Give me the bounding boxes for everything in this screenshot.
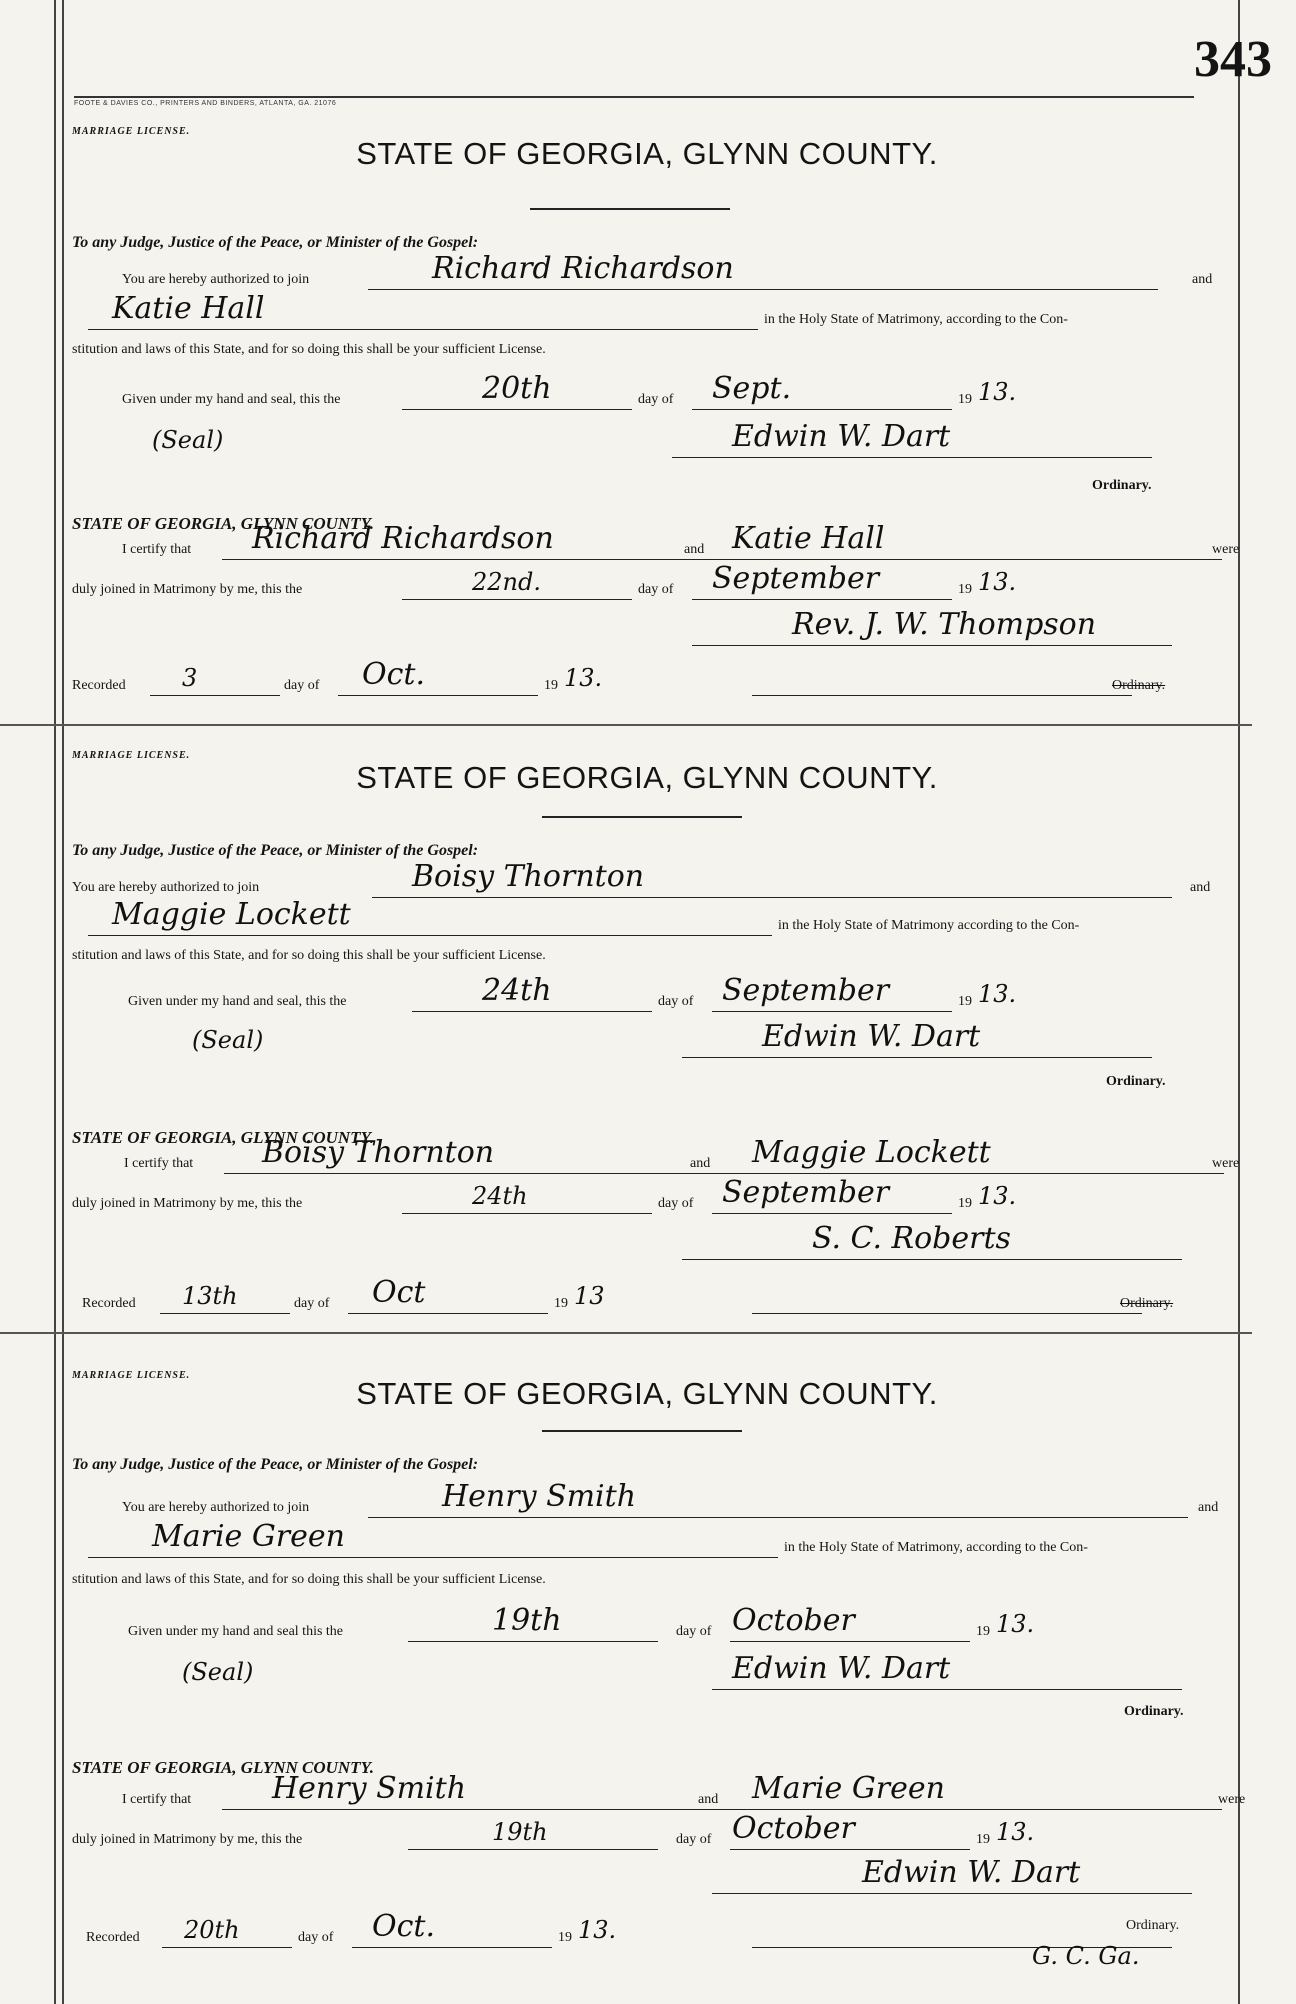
left-margin-rule-inner [62, 0, 64, 2004]
printer-imprint: FOOTE & DAVIES CO., PRINTERS AND BINDERS, ATLANTA, GA. 21076 [74, 96, 1194, 107]
title-rule [542, 1430, 742, 1432]
officiant-title: G. C. Ga. [1032, 1942, 1140, 1970]
recorded-month: Oct [372, 1275, 426, 1310]
married-month: October [732, 1811, 855, 1846]
marriage-record-3 [72, 1360, 1246, 1980]
officiant-line [72, 1221, 1222, 1260]
married-year: 13. [978, 568, 1017, 596]
married-month: September [722, 1175, 890, 1210]
license-month: October [732, 1603, 855, 1638]
license-year: 13. [978, 980, 1017, 1008]
license-title: STATE OF GEORGIA, GLYNN COUNTY. [356, 760, 938, 795]
officiant-signature: S. C. Roberts [812, 1221, 1011, 1256]
certify-line: I certify that Boisy Thornton and Maggie Lockett were [72, 1140, 1222, 1174]
officiant-line [72, 607, 1222, 646]
marriage-record-1 [72, 126, 1240, 726]
license-year: 13. [996, 1610, 1035, 1638]
license-title: STATE OF GEORGIA, GLYNN COUNTY. [356, 1376, 938, 1411]
married-year: 13. [996, 1818, 1035, 1846]
married-date-line: duly joined in Matrimony by me, this the 24th day of September 19 13. [72, 1180, 1222, 1214]
right-margin-rule [1238, 0, 1240, 2004]
bride-line: Maggie Lockett in the Holy State of Matrimony according to the Con- [72, 902, 1222, 936]
ordinary-signature: Edwin W. Dart [732, 419, 951, 454]
addressee: To any Judge, Justice of the Peace, or Minister of the Gospel: [72, 842, 479, 859]
license-label: MARRIAGE LICENSE. [72, 126, 191, 137]
license-label: MARRIAGE LICENSE. [72, 1370, 191, 1381]
recorded-line: Recorded 13th day of Oct 19 13 Ordinary. [72, 1280, 1222, 1314]
married-month: September [712, 561, 880, 596]
married-day: 24th [472, 1182, 528, 1210]
seal-signature-line [72, 1019, 1222, 1058]
license-title: STATE OF GEORGIA, GLYNN COUNTY. [356, 136, 938, 171]
license-month: Sept. [712, 371, 792, 406]
title-rule [542, 816, 742, 818]
officiant-signature: Edwin W. Dart [862, 1855, 1081, 1890]
seal-mark: (Seal) [182, 1658, 254, 1686]
groom-name: Richard Richardson [432, 251, 734, 286]
recorded-day: 20th [184, 1916, 240, 1944]
struck-ordinary: Ordinary. [1112, 678, 1166, 693]
cert-bride: Marie Green [752, 1771, 945, 1806]
married-day: 19th [492, 1818, 548, 1846]
seal-mark: (Seal) [192, 1026, 264, 1054]
certificate-heading: STATE OF GEORGIA, GLYNN COUNTY. [72, 1758, 374, 1777]
ordinary-label: Ordinary. [1124, 1704, 1184, 1719]
addressee: To any Judge, Justice of the Peace, or Minister of the Gospel: [72, 1456, 479, 1473]
bride-line: Katie Hall in the Holy State of Matrimony, according to the Con- [72, 296, 1222, 330]
recorded-month: Oct. [362, 657, 425, 692]
recorded-month: Oct. [372, 1909, 435, 1944]
cert-bride: Maggie Lockett [752, 1135, 991, 1170]
seal-mark: (Seal) [152, 426, 224, 454]
certificate-heading: STATE OF GEORGIA, GLYNN COUNTY. [72, 1128, 374, 1147]
married-day: 22nd. [472, 568, 541, 596]
ordinary-label: Ordinary. [1092, 478, 1152, 493]
bride-name: Marie Green [152, 1519, 345, 1554]
license-month: September [722, 973, 890, 1008]
certify-line: I certify that Richard Richardson and Katie Hall were [72, 526, 1222, 560]
ordinary-signature: Edwin W. Dart [732, 1651, 951, 1686]
bride-name: Katie Hall [112, 291, 265, 326]
struck-ordinary: Ordinary. [1120, 1296, 1174, 1311]
constitution-line: stitution and laws of this State, and for so doing this shall be your sufficient License. [72, 948, 546, 963]
license-label: MARRIAGE LICENSE. [72, 750, 191, 761]
addressee: To any Judge, Justice of the Peace, or Minister of the Gospel: [72, 234, 479, 251]
certify-line: I certify that Henry Smith and Marie Green were [72, 1776, 1222, 1810]
license-day: 24th [482, 973, 552, 1008]
certificate-heading: STATE OF GEORGIA, GLYNN COUNTY. [72, 514, 374, 533]
recorded-year: 13. [564, 664, 603, 692]
ordinary-label: Ordinary. [1126, 1918, 1180, 1933]
recorded-year: 13. [578, 1916, 617, 1944]
cert-groom: Boisy Thornton [262, 1135, 495, 1170]
given-line: Given under my hand and seal this the 19th day of October 19 13. [72, 1608, 1222, 1642]
bride-line: Marie Green in the Holy State of Matrimony, according to the Con- [72, 1524, 1222, 1558]
license-day: 20th [482, 371, 552, 406]
authorization-line: You are hereby authorized to join Boisy Thornton and [72, 864, 1222, 898]
ordinary-signature: Edwin W. Dart [762, 1019, 981, 1054]
license-year: 13. [978, 378, 1017, 406]
recorded-line: Recorded 3 day of Oct. 19 13. Ordinary. [72, 662, 1222, 696]
marriage-record-2 [72, 750, 1240, 1330]
page-number: 343 [1194, 31, 1272, 88]
seal-signature-line [72, 419, 1222, 458]
title-rule [530, 208, 730, 210]
officiant-signature: Rev. J. W. Thompson [792, 607, 1097, 642]
constitution-line: stitution and laws of this State, and for so doing this shall be your sufficient License. [72, 342, 546, 357]
left-margin-rule [54, 0, 56, 2004]
seal-signature-line [72, 1651, 1222, 1690]
groom-name: Boisy Thornton [412, 859, 645, 894]
married-date-line: duly joined in Matrimony by me, this the 22nd. day of September 19 13. [72, 566, 1222, 600]
given-line: Given under my hand and seal, this the 24th day of September 19 13. [72, 978, 1222, 1012]
ordinary-label: Ordinary. [1106, 1074, 1166, 1089]
groom-name: Henry Smith [442, 1479, 637, 1514]
license-day: 19th [492, 1603, 562, 1638]
recorded-line: Recorded 20th day of Oct. 19 13. Ordinary. G. C. Ga. [86, 1909, 1180, 1970]
bride-name: Maggie Lockett [112, 897, 351, 932]
married-date-line: duly joined in Matrimony by me, this the 19th day of October 19 13. [72, 1816, 1222, 1850]
cert-groom: Richard Richardson [252, 521, 554, 556]
recorded-year: 13 [574, 1282, 605, 1310]
recorded-day: 3 [182, 664, 198, 692]
authorization-line: You are hereby authorized to join Henry Smith and [72, 1484, 1222, 1518]
married-year: 13. [978, 1182, 1017, 1210]
cert-groom: Henry Smith [272, 1771, 467, 1806]
constitution-line: stitution and laws of this State, and for so doing this shall be your sufficient License. [72, 1572, 546, 1587]
authorization-line: You are hereby authorized to join Richard Richardson and [72, 256, 1222, 290]
given-line: Given under my hand and seal, this the 20th day of Sept. 19 13. [72, 376, 1222, 410]
cert-bride: Katie Hall [732, 521, 885, 556]
recorded-day: 13th [182, 1282, 238, 1310]
officiant-line [72, 1855, 1222, 1894]
